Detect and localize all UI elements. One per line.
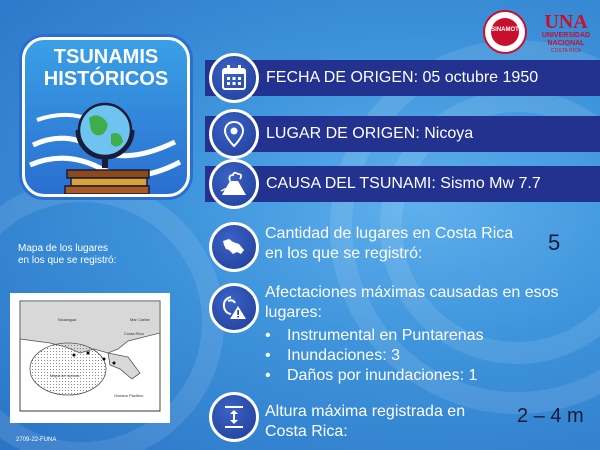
- map-label-oceano: Océano Pacífico: [114, 393, 144, 398]
- altura-line1: Altura máxima registrada en: [265, 403, 466, 420]
- afectaciones-line2: lugares:: [265, 304, 322, 321]
- altura-value: 2 – 4 m: [517, 405, 584, 427]
- fecha-text: FECHA DE ORIGEN: 05 octubre 1950: [266, 69, 539, 86]
- calendar-icon: [219, 63, 249, 93]
- map-caption: [18, 243, 116, 267]
- costa-rica-map-icon: [219, 232, 249, 262]
- list-item: • Daños por inundaciones: 1: [265, 367, 478, 384]
- una-line2: NACIONAL: [547, 40, 585, 47]
- list-item: • Inundaciones: 3: [265, 347, 400, 364]
- una-line1: UNIVERSIDAD: [541, 32, 591, 39]
- map-label-nicaragua: Nicaragua: [58, 317, 77, 322]
- title-line1: TSUNAMIS: [53, 46, 159, 68]
- afectaciones-label: [265, 283, 558, 323]
- una-line3: COSTA RICA: [551, 48, 581, 54]
- tsunami-map: [10, 293, 170, 423]
- cantidad-line2: en los que se registró:: [265, 245, 423, 262]
- lugar-text: LUGAR DE ORIGEN: Nicoya: [266, 125, 474, 142]
- map-label-ruptura: Mapa de ruptura: [50, 373, 80, 378]
- afectaciones-list: [265, 326, 484, 386]
- una-wordmark: UNA: [544, 11, 588, 33]
- afectaciones-line1: Afectaciones máximas causadas en esos: [265, 284, 559, 301]
- causa-icon-circle: [209, 159, 259, 209]
- volcano-icon: [219, 169, 249, 199]
- cantidad-line1: Cantidad de lugares en Costa Rica: [265, 225, 514, 242]
- height-arrows-icon: [219, 402, 249, 432]
- map-caption-line1: Mapa de los lugares: [18, 243, 109, 254]
- fecha-icon-circle: [209, 53, 259, 103]
- footer-code: 2709-22-FUNA: [16, 437, 57, 443]
- map-label-caribe: Mar Caribe: [130, 317, 150, 322]
- page-title: [25, 46, 187, 90]
- altura-label: [265, 402, 465, 442]
- globe-books-icon: [25, 90, 187, 197]
- location-pin-icon: [219, 119, 249, 149]
- altura-line2: Costa Rica:: [265, 423, 348, 440]
- cantidad-value: 5: [548, 230, 561, 255]
- sinamot-label: SINAMOT: [491, 27, 519, 33]
- afectaciones-icon-circle: [209, 283, 259, 333]
- cantidad-label: [265, 224, 513, 264]
- sinamot-logo: [483, 10, 527, 54]
- warning-storm-icon: [219, 293, 249, 323]
- list-item: • Instrumental en Puntarenas: [265, 327, 484, 344]
- lugar-icon-circle: [209, 109, 259, 159]
- title-line2: HISTÓRICOS: [43, 68, 169, 90]
- title-card: [22, 37, 190, 197]
- cantidad-icon-circle: [209, 222, 259, 272]
- causa-text: CAUSA DEL TSUNAMI: Sismo Mw 7.7: [266, 175, 541, 192]
- altura-icon-circle: [209, 392, 259, 442]
- una-logo: [534, 12, 598, 55]
- map-caption-line2: en los que se registró:: [18, 255, 117, 266]
- map-label-costa-rica: Costa Rica: [124, 331, 144, 336]
- map-graphic: [10, 293, 170, 423]
